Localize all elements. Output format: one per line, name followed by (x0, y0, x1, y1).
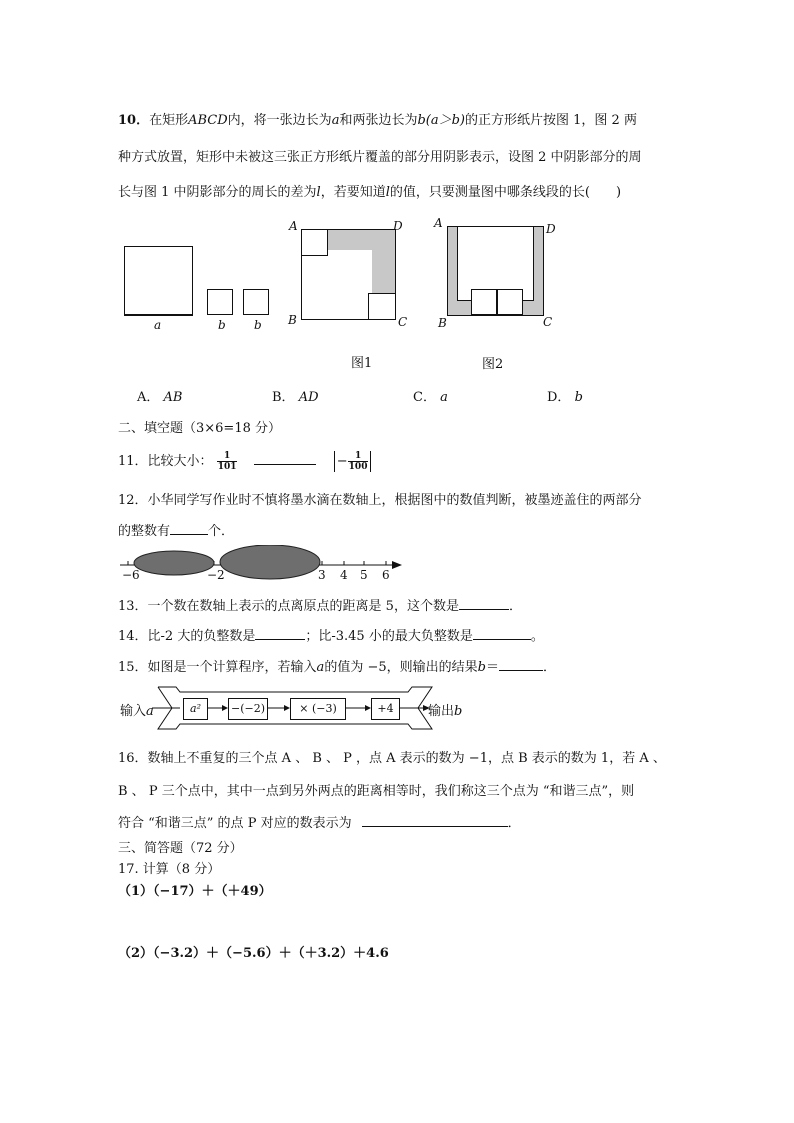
q15-text: 15．如图是一个计算程序，若输入 (118, 660, 317, 675)
tick-label: 3 (318, 568, 326, 582)
q13-text: 13．一个数在数轴上表示的点离原点的距离是 5，这个数是 (118, 599, 459, 614)
option-a (137, 386, 182, 405)
absolute-value (334, 451, 372, 472)
q17-part1: （1）（−17）＋（＋49） (118, 884, 272, 899)
fraction-1-101 (217, 451, 238, 472)
tick-label: 4 (340, 568, 348, 582)
vertex-A: A (289, 219, 298, 233)
q12-line1: 12．小华同学写作业时不慎将墨水滴在数轴上，根据图中的数值判断，被墨迹盖住的两部分 (118, 493, 642, 508)
axis-arrow (392, 561, 402, 569)
var-l: l (385, 185, 390, 200)
q16-line3 (118, 812, 521, 831)
q12-line2 (118, 520, 234, 539)
answer-blank[interactable] (362, 814, 508, 827)
option-c (413, 386, 448, 405)
q11-text: 11．比较大小： (118, 454, 213, 469)
fraction-1-100 (348, 451, 369, 472)
ink-blot-right (220, 545, 320, 579)
step-square: a² (183, 698, 208, 720)
q10-text: 在矩形 (149, 113, 189, 128)
question-number: 10． (118, 113, 150, 128)
ink-blot-left (134, 551, 214, 575)
label-a: a (154, 318, 162, 332)
q10-line2: 种方式放置，矩形中未被这三张正方形纸片覆盖的部分用阴影表示，设图 2 中阴影部分的周 (118, 150, 642, 165)
var-a: a (316, 660, 325, 675)
q10-text: 的值，只要测量图中哪条线段的长( ) (389, 185, 622, 200)
option-b (272, 386, 319, 405)
vertex-A: A (434, 216, 443, 230)
numerator: 1 (217, 451, 238, 462)
q10-text: 内，将一张边长为 (227, 113, 332, 128)
option-key: B． (272, 390, 295, 405)
step-add: +4 (371, 698, 400, 720)
option-d (547, 386, 583, 405)
var-a: a (331, 113, 340, 128)
q14-text: ；比-3.45 小的最大负整数是 (305, 629, 473, 644)
output-text: 输出 (428, 704, 455, 719)
q11 (118, 450, 371, 472)
option-key: C． (413, 390, 436, 405)
q15-text (118, 656, 556, 675)
label-b: b (254, 318, 262, 332)
answer-blank[interactable] (254, 452, 316, 465)
figure-2-caption: 图2 (482, 357, 504, 372)
rect-name: ABCD (188, 113, 228, 128)
option-key: A． (137, 390, 160, 405)
var-b-expr: b(a＞b) (417, 113, 466, 128)
denominator: 101 (217, 462, 237, 472)
answer-blank[interactable] (459, 597, 509, 610)
q15-text: ＝ (485, 660, 499, 675)
q14-text: 14．比-2 大的负整数是 (118, 629, 256, 644)
q17-part2: （2）（−3.2）＋（−5.6）＋（＋3.2）＋4.6 (118, 946, 389, 961)
option-key: D． (547, 390, 571, 405)
answer-blank[interactable] (170, 522, 208, 535)
q10-text: 长与图 1 中阴影部分的周长的差为 (118, 185, 317, 200)
q13 (118, 595, 522, 614)
q16-line1: 16．数轴上不重复的三个点 A 、 B 、 P ，点 A 表示的数为 −1，点 B 表示的数为 1，若 A 、 (118, 751, 666, 766)
q12-text: 的整数有 (118, 524, 171, 539)
q10-text: 的正方形纸片按图 1，图 2 两 (465, 113, 637, 128)
q10-text: ，若要知道 (320, 185, 386, 200)
tick-label: −2 (207, 568, 225, 582)
q16-line2: B 、 P 三个点中，其中一点到另外两点的距离相等时，我们称这三个点为 “和谐三点”，则 (118, 784, 635, 799)
section-heading-fill-in: 二、填空题（3×6=18 分） (118, 421, 282, 436)
q12-text: 个． (208, 524, 235, 539)
option-value: a (440, 390, 448, 405)
figure-1-caption: 图1 (351, 356, 373, 371)
q15-text: 的值为 −5，则输出的结果 (324, 660, 478, 675)
output-label (428, 700, 462, 719)
label-b: b (218, 318, 226, 332)
tick-label: 6 (382, 568, 390, 582)
var-b: b (477, 660, 486, 675)
section-heading-short-answer: 三、简答题（72 分） (118, 841, 243, 856)
var-b: b (454, 704, 463, 719)
answer-blank[interactable] (499, 658, 543, 671)
step-multiply: × (−3) (290, 698, 346, 720)
q16-text: 符合 “和谐三点” 的点 P 对应的数表示为 (118, 816, 352, 831)
option-value: AB (163, 390, 183, 405)
vertex-D: D (393, 219, 403, 233)
var-l: l (316, 185, 321, 200)
answer-blank[interactable] (255, 627, 305, 640)
option-value: b (574, 390, 583, 405)
tick-label: −6 (122, 568, 140, 582)
q10-text: 和两张边长为 (339, 113, 418, 128)
q13-end: ． (508, 599, 522, 614)
input-text: 输入 (120, 704, 147, 719)
vertex-B: B (438, 316, 447, 330)
answer-blank[interactable] (473, 627, 531, 640)
tick-label: 5 (360, 568, 368, 582)
vertex-B: B (288, 313, 297, 327)
numerator: 1 (348, 451, 369, 462)
vertex-D: D (546, 222, 556, 236)
q14 (118, 625, 544, 644)
q15-end: ． (542, 660, 556, 675)
q17-title: 17. 计算（8 分） (118, 862, 221, 877)
minus-sign: − (336, 454, 348, 469)
option-value: AD (298, 390, 319, 405)
vertex-C: C (543, 315, 553, 329)
q16-end: ． (507, 816, 521, 831)
step-subtract: −(−2) (228, 698, 268, 720)
q14-end: 。 (530, 629, 544, 644)
q10-line3 (118, 181, 621, 200)
denominator: 100 (348, 462, 368, 472)
q10-line1 (118, 109, 637, 128)
input-label (120, 700, 154, 719)
var-a: a (146, 704, 154, 719)
vertex-C: C (398, 315, 408, 329)
